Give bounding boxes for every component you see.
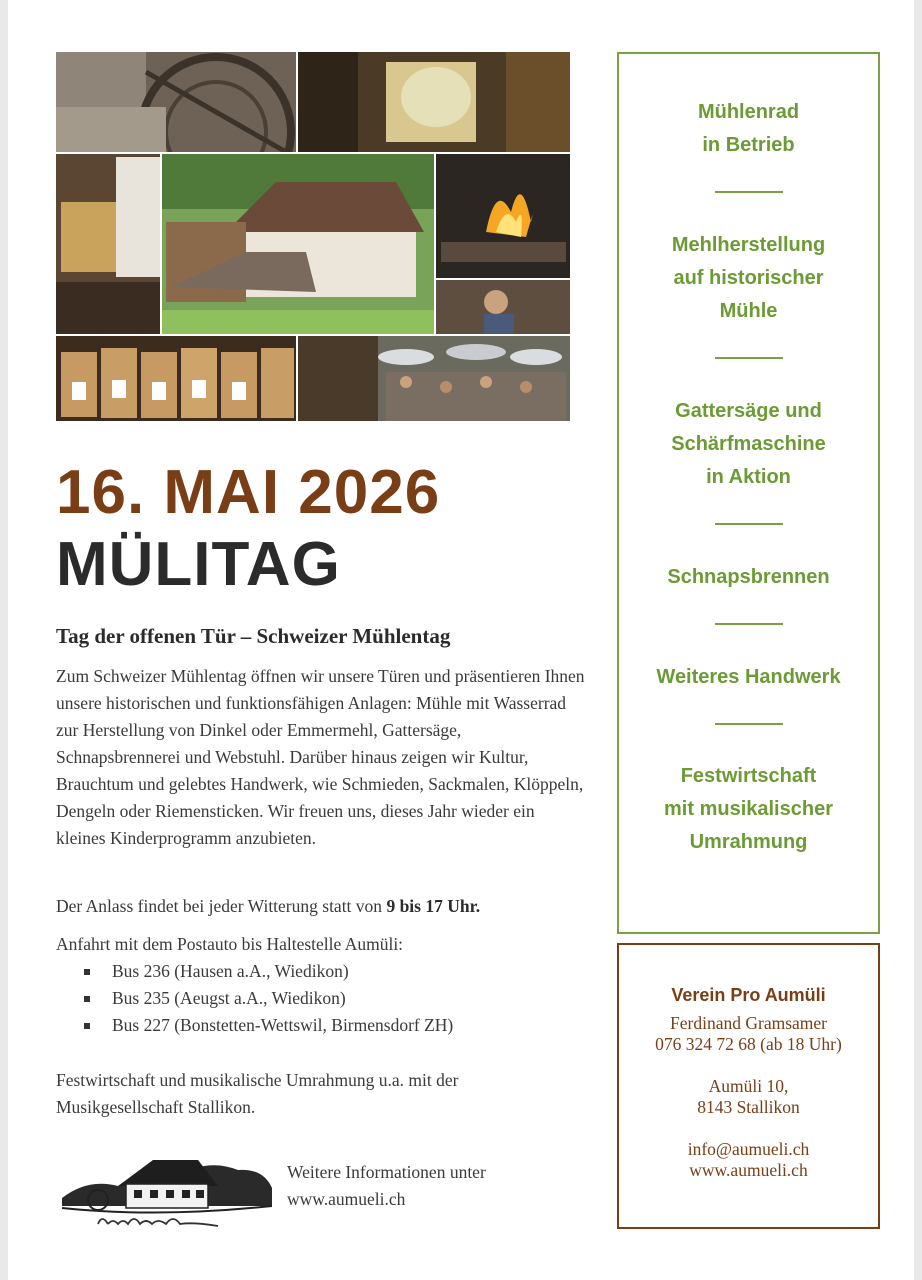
contact-email[interactable]: info@aumueli.ch xyxy=(687,1139,810,1159)
feature-item: Schnapsbrennen xyxy=(667,566,830,588)
feature-separator xyxy=(715,191,783,193)
photo-farmhouse xyxy=(162,154,434,334)
logo-graphic xyxy=(58,1148,276,1234)
hours-prefix: Der Anlass findet bei jeder Witterung statt von xyxy=(56,896,387,916)
collage-graphic xyxy=(56,52,570,421)
intro-paragraph: Zum Schweizer Mühlentag öffnen wir unsere Türen und präsentieren Ihnen unsere historischen und funktionsfähigen Anlagen: Mühle mit Wasserrad zur Herstellung von Dinkel oder Emmermehl, Gattersäge, Schnapsbrennerei und Webstuhl. Darüber hinaus zeigen wir Kultur, Brauchtum und gelebtes Handwerk, wie Schmieden, Sackmalen, Klöppeln, Dengeln oder Riemensticken. Wir freuen uns, dieses Jahr wieder ein kleines Kinderprogramm anzubieten. xyxy=(56,666,585,848)
feature-separator xyxy=(715,523,783,525)
bus-list-item: Bus 236 (Hausen a.A., Wiedikon) xyxy=(84,958,453,985)
organization-name: Verein Pro Aumüli xyxy=(671,985,826,1005)
feature-separator xyxy=(715,357,783,359)
more-info-label: Weitere Informationen unter xyxy=(287,1162,486,1182)
more-info-url[interactable]: www.aumueli.ch xyxy=(287,1189,406,1209)
address-city: 8143 Stallikon xyxy=(697,1097,800,1117)
bus-list xyxy=(84,958,453,1039)
hours-time: 9 bis 17 Uhr. xyxy=(386,896,481,916)
contact-box xyxy=(617,943,880,1229)
event-date: 16. MAI 2026 xyxy=(56,458,441,527)
more-info-text xyxy=(287,1159,486,1213)
feature-separator xyxy=(715,623,783,625)
photo-weaving xyxy=(56,154,160,334)
feature-item: Festwirtschaft mit musikalischer Umrahmung xyxy=(664,765,833,853)
contact-phone[interactable]: 076 324 72 68 (ab 18 Uhr) xyxy=(655,1034,842,1054)
feature-item: Weiteres Handwerk xyxy=(656,666,841,688)
feature-separator xyxy=(715,723,783,725)
bus-list-item: Bus 235 (Aeugst a.A., Wiedikon) xyxy=(84,985,453,1012)
photo-forge xyxy=(436,154,570,278)
event-title: MÜLITAG xyxy=(56,530,341,599)
festwirtschaft-paragraph: Festwirtschaft und musikalische Umrahmung u.a. mit der Musikgesellschaft Stallikon. xyxy=(56,1070,459,1117)
hours-paragraph xyxy=(56,893,586,920)
feature-item: Gattersäge und Schärfmaschine in Aktion xyxy=(671,400,826,488)
address-street: Aumüli 10, xyxy=(708,1076,789,1096)
contact-person: Ferdinand Gramsamer xyxy=(670,1013,827,1033)
features-box xyxy=(617,52,880,934)
directions-text: Anfahrt mit dem Postauto bis Haltestelle Aumüli: xyxy=(56,934,404,954)
feature-item: Mühlenrad in Betrieb xyxy=(697,101,800,156)
aumueli-logo xyxy=(58,1148,276,1234)
photo-crowd xyxy=(298,336,570,421)
photo-flour-bags xyxy=(56,336,296,421)
photo-craftsman xyxy=(436,280,570,334)
event-subtitle: Tag der offenen Tür – Schweizer Mühlentag xyxy=(56,624,451,648)
flyer-page xyxy=(8,0,914,1280)
contact-website[interactable]: www.aumueli.ch xyxy=(689,1160,808,1180)
photo-sack-painting xyxy=(298,52,570,152)
feature-item: Mehlherstellung auf historischer Mühle xyxy=(671,234,826,322)
photo-collage xyxy=(56,52,570,421)
bus-list-item: Bus 227 (Bonstetten-Wettswil, Birmensdorf ZH) xyxy=(84,1012,453,1039)
